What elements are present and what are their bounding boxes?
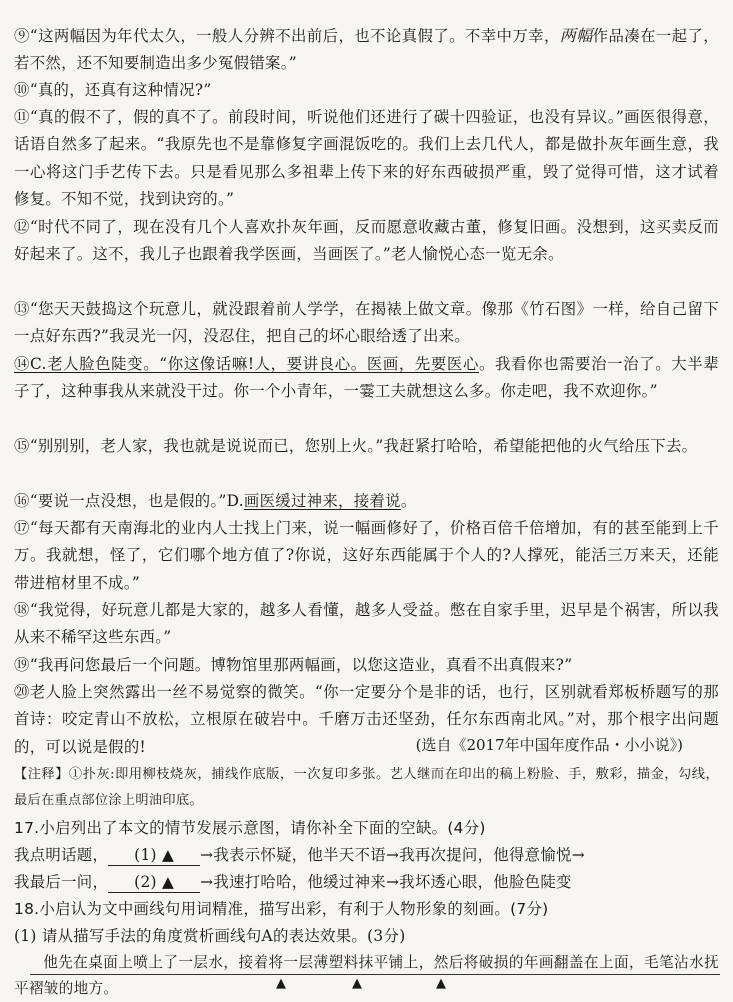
paragraph-16	[14, 488, 719, 515]
handwritten-note: 两幅	[559, 26, 593, 45]
source-citation: (选自《2017年中国年度作品・小小说》)	[415, 736, 683, 754]
paragraph-16-text-a: ⑯“要说一点没想，也是假的。”D.	[14, 492, 244, 510]
question-18-title: 18.小启认为文中画线句用词精准，描写出彩，有利于人物形象的刻画。(7分)	[14, 900, 549, 918]
paragraph-9	[14, 22, 719, 78]
paragraph-16-text-b: 。	[400, 492, 417, 510]
footer-rule	[30, 974, 720, 975]
answer-blank-2[interactable]: (2) ▲	[108, 872, 200, 893]
q17-line2-suffix: →我速打哈哈，他缓过神来→我坏透心眼，他脸色陡变	[200, 873, 572, 891]
q17-line1-prefix: 我点明话题，	[14, 846, 109, 864]
footer-mark-2: ▲	[352, 976, 362, 991]
footer-mark-3: ▲	[436, 976, 446, 991]
paragraph-12: ⑫“时代不同了，现在没有几个人喜欢扑灰年画，反而愿意收藏古董，修复旧画。没想到，这买卖反而好起来了。这不，我儿子也跟着我学医画，当画医了。”老人愉悦心态一览无余。	[14, 218, 719, 264]
question-18-sub-1: (1) 请从描写手法的角度赏析画线句A的表达效果。(3分)	[14, 927, 406, 945]
paragraph-17: ⑰“每天都有天南海北的业内人士找上门来，说一幅画修好了，价格百倍千倍增加，有的甚至能到上千万。我就想，怪了，它们哪个地方值了?你说，这好东西能属于个人的?人撑死，能活三万来天，还能带进棺材里不成。”	[14, 519, 719, 592]
paragraph-10: ⑩“真的，还真有这种情况?”	[14, 81, 212, 99]
paragraph-13: ⑬“您天天鼓捣这个玩意儿，就没跟着前人学学，在揭裱上做文章。像那《竹石图》一样，给自己留下一点好东西?”我灵光一闪，没忍住，把自己的坏心眼给透了出来。	[14, 300, 719, 346]
paragraph-15: ⑮“别别别，老人家，我也就是说说而已，您别上火。”我赶紧打哈哈，希望能把他的火气给压下去。	[14, 437, 698, 455]
paragraph-9-text-a: ⑨“这两幅因为年代太久，一般人分辨不出前后，也不论真假了。不幸中万幸，	[14, 27, 560, 45]
paragraph-11: ⑪“真的假不了，假的真不了。前段时间，听说他们还进行了碳十四验证，也没有异议。”画医很得意，话语自然多了起来。“我原先也不是靠修复字画混饭吃的。我们上去几代人，都是做扑灰年画生意，我一心将这门手艺传下去。只是看见那么多祖辈上传下来的好东西破损严重，毁了觉得可惜，这才试着修复。不知不觉，找到诀窍的。”	[14, 108, 719, 209]
answer-blank-1[interactable]: (1) ▲	[108, 845, 200, 866]
question-17-title: 17.小启列出了本文的情节发展示意图，请你补全下面的空缺。(4分)	[14, 819, 486, 837]
paragraph-14	[14, 351, 719, 406]
footer-mark-1: ▲	[276, 976, 286, 991]
paragraph-20: ⑳老人脸上突然露出一丝不易觉察的微笑。“你一定要分个是非的话，也行，区别就看郑板桥题写的那首诗：咬定青山不放松，立根原在破岩中。千磨万击还坚劲，任尔东西南北风。”对，那个根字出问题的，可以说是假的!	[14, 683, 719, 756]
question-17-line-2	[14, 869, 719, 896]
question-18-quote: 他先在桌面上喷上了一层水，接着将一层薄塑料抹平铺上，然后将破损的年画翻盖在上面，毛笔沾水抚平褶皱的地方。	[14, 954, 719, 997]
paragraph-19: ⑲“我再问您最后一个问题。博物馆里那两幅画，以您这造业，真看不出真假来?”	[14, 656, 573, 674]
q17-line2-prefix: 我最后一问，	[14, 873, 109, 891]
question-17-line-1	[14, 842, 719, 869]
paragraph-18: ⑱“我觉得，好玩意儿都是大家的，越多人看懂，越多人受益。憋在自家手里，迟早是个祸害，所以我从来不稀罕这些东西。”	[14, 601, 719, 647]
underlined-sentence-d: 画医缓过神来，接着说	[243, 492, 401, 510]
q17-line1-suffix: →我表示怀疑，他半天不语→我再次提问，他得意愉悦→	[200, 846, 585, 864]
paragraph-14-text: 。我看你也需要治一治了。大半辈子了，这种事我从来就没干过。你一个小青年，一霎工夫就想这么多。你走吧，我不欢迎你。”	[14, 355, 719, 401]
annotation-note: 【注释】①扑灰:即用柳枝烧灰，捕线作底版，一次复印多张。艺人继而在印出的稿上粉脸、手，敷彩，描金，勾线，最后在重点部位涂上明油印底。	[14, 767, 719, 808]
underlined-sentence-c: ⑭C.老人脸色陡变。“你这像话嘛!人，要讲良心。医画，先要医心	[14, 355, 479, 373]
paragraph-9-text-b: 作品凑在一起了，若不然，还不知要制造出多少冤假错案。”	[14, 27, 719, 73]
